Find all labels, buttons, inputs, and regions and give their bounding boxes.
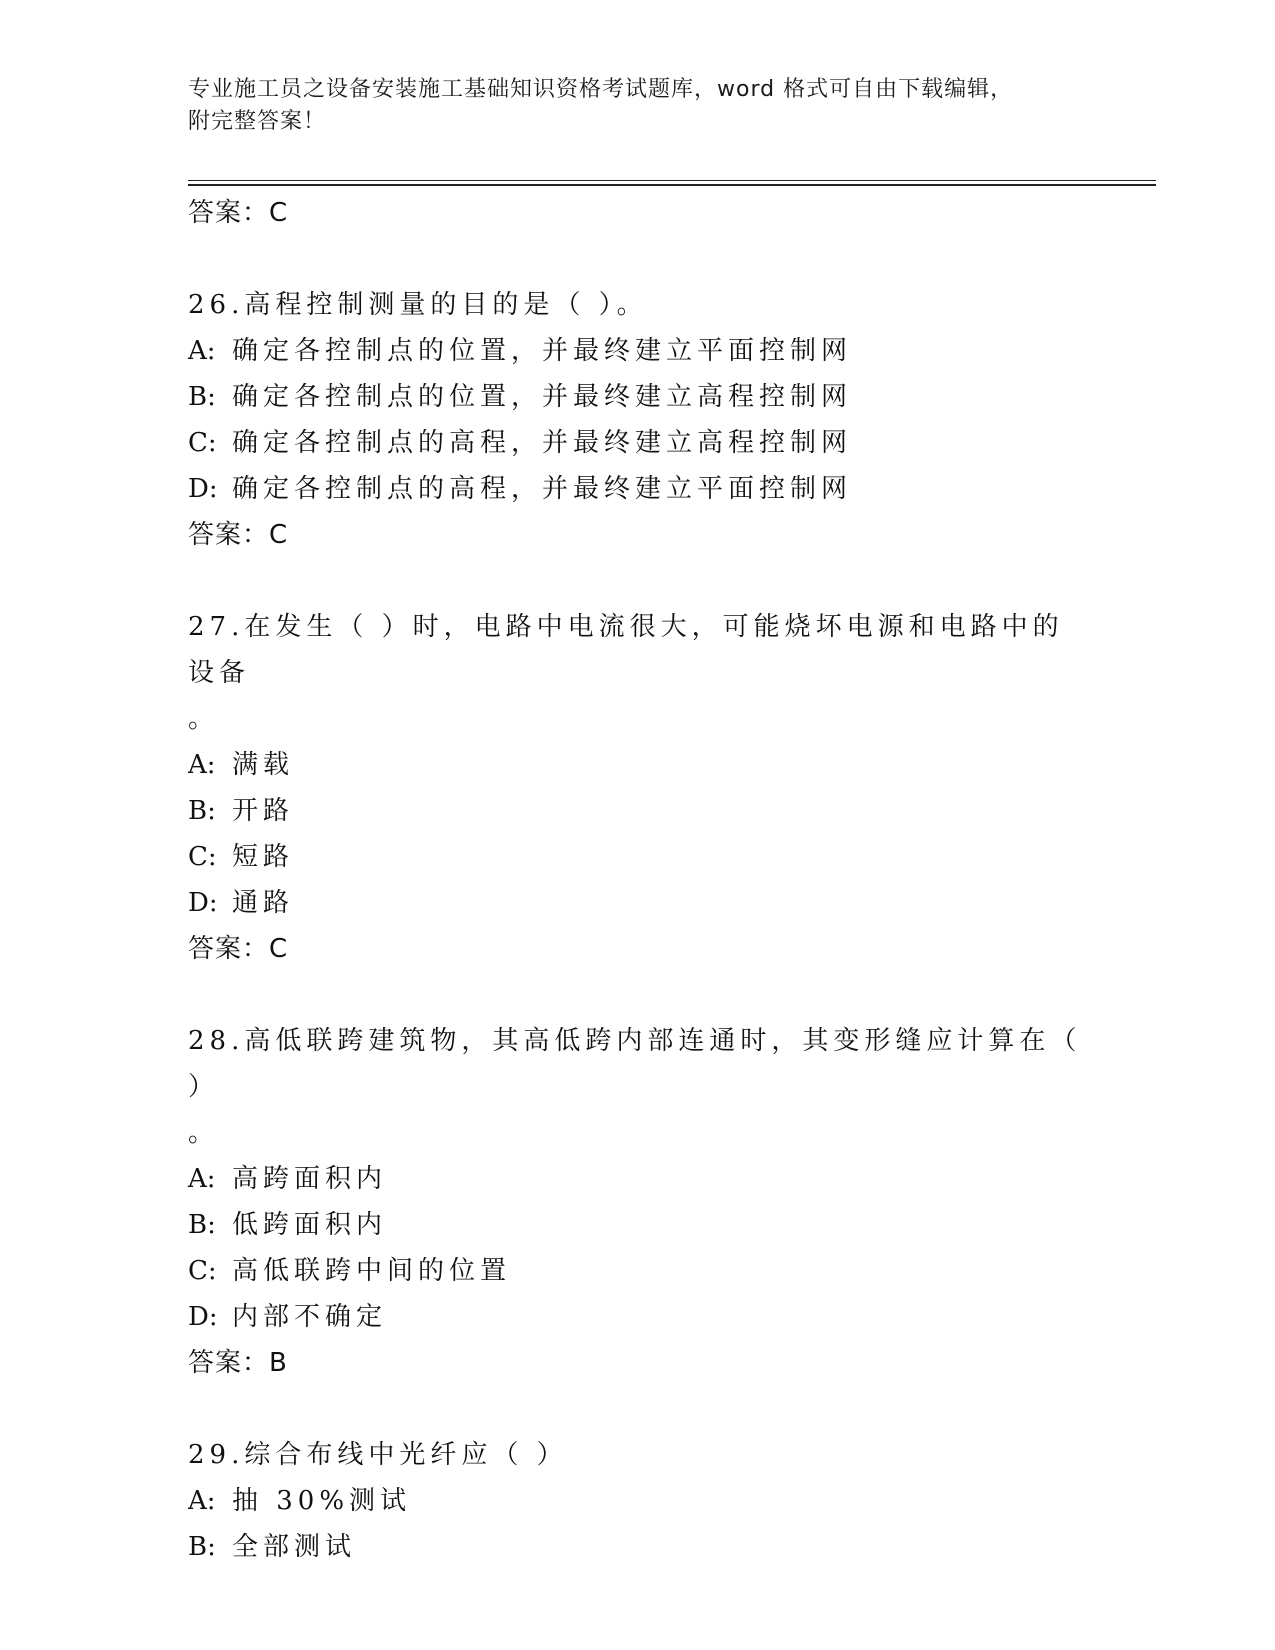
option-text: 通路 (232, 888, 295, 918)
option-text: 短路 (232, 842, 295, 872)
option-b (188, 1524, 1088, 1570)
option-text: 低跨面积内 (232, 1210, 388, 1240)
question-stem: 29.综合布线中光纤应（ ） (188, 1440, 568, 1470)
option-text: 高低联跨中间的位置 (232, 1256, 512, 1286)
question-answer: 答案：C (188, 520, 289, 550)
question-block (188, 282, 1088, 558)
question-stem: 27.在发生（ ）时，电路中电流很大，可能烧坏电源和电路中的设备 (188, 612, 1064, 688)
option-text: 开路 (232, 796, 295, 826)
option-text: 抽 30%测试 (232, 1486, 412, 1516)
spacer (188, 236, 1088, 282)
option-a (188, 1478, 1088, 1524)
spacer (188, 1386, 1088, 1432)
header-rule-thick (188, 184, 1156, 186)
option-text: 满载 (232, 750, 295, 780)
option-letter: B: (188, 1210, 216, 1240)
question-block (188, 1018, 1088, 1386)
option-letter: A: (188, 336, 216, 366)
option-letter: A: (188, 750, 216, 780)
question-block (188, 1432, 1088, 1570)
header-line-1: 专业施工员之设备安装施工基础知识资格考试题库，word 格式可自由下载编辑， (188, 77, 1014, 102)
previous-answer: 答案：C (188, 198, 289, 228)
option-text: 确定各控制点的位置，并最终建立平面控制网 (232, 336, 853, 366)
option-c (188, 1248, 1088, 1294)
option-text: 确定各控制点的高程，并最终建立高程控制网 (232, 428, 853, 458)
option-c (188, 834, 1088, 880)
option-letter: D: (188, 474, 218, 504)
question-list (188, 190, 1088, 1570)
spacer (188, 972, 1088, 1018)
option-d (188, 466, 1088, 512)
header-line-2: 附完整答案！ (188, 109, 327, 134)
question-stem-continuation: 。 (188, 704, 220, 734)
option-a (188, 328, 1088, 374)
option-b (188, 788, 1088, 834)
option-text: 确定各控制点的高程，并最终建立平面控制网 (232, 474, 853, 504)
option-letter: C: (188, 1256, 217, 1286)
question-answer: 答案：C (188, 934, 289, 964)
option-text: 高跨面积内 (232, 1164, 388, 1194)
option-letter: C: (188, 428, 217, 458)
option-letter: B: (188, 382, 216, 412)
option-letter: D: (188, 1302, 218, 1332)
option-text: 确定各控制点的位置，并最终建立高程控制网 (232, 382, 853, 412)
document-header (188, 74, 1088, 138)
option-letter: A: (188, 1486, 216, 1516)
spacer (188, 558, 1088, 604)
question-stem: 28.高低联跨建筑物，其高低跨内部连通时，其变形缝应计算在（ ） (188, 1026, 1082, 1102)
option-c (188, 420, 1088, 466)
option-a (188, 742, 1088, 788)
option-d (188, 880, 1088, 926)
option-b (188, 1202, 1088, 1248)
option-letter: C: (188, 842, 217, 872)
option-text: 全部测试 (232, 1532, 357, 1562)
question-block (188, 604, 1088, 972)
question-stem: 26.高程控制测量的目的是（ ）。 (188, 290, 648, 320)
option-letter: B: (188, 796, 216, 826)
option-letter: D: (188, 888, 218, 918)
option-letter: B: (188, 1532, 216, 1562)
question-stem-continuation: 。 (188, 1118, 220, 1148)
option-text: 内部不确定 (232, 1302, 388, 1332)
header-rule-thin (188, 180, 1156, 181)
question-answer: 答案：B (188, 1348, 288, 1378)
option-letter: A: (188, 1164, 216, 1194)
option-d (188, 1294, 1088, 1340)
option-a (188, 1156, 1088, 1202)
option-b (188, 374, 1088, 420)
